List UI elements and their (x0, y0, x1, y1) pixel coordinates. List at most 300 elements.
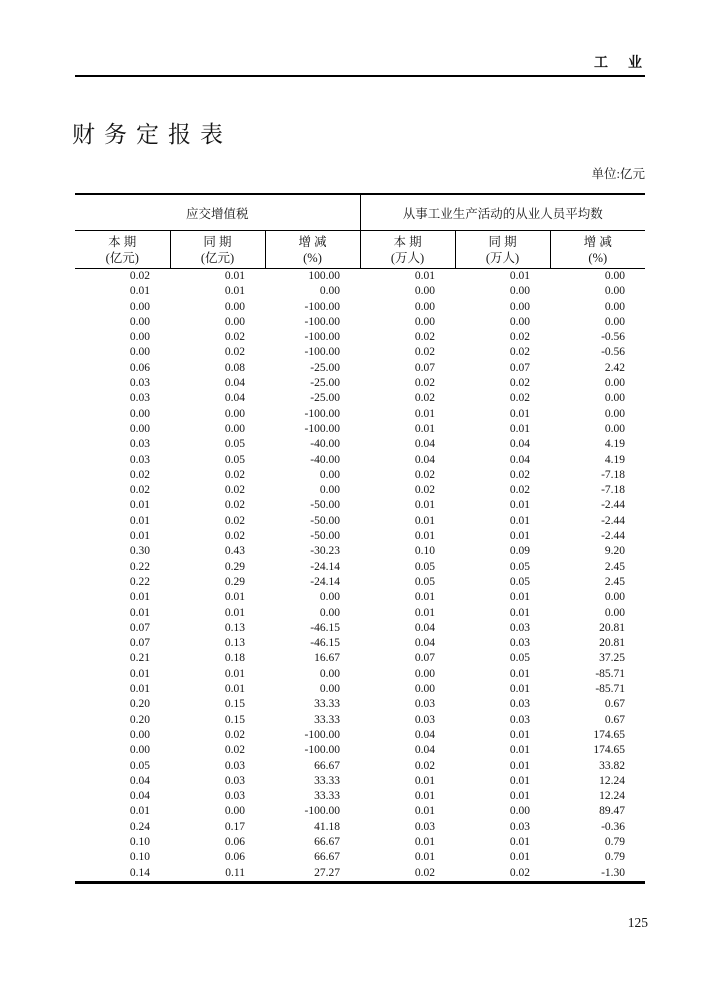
table-cell: 0.01 (414, 499, 436, 512)
table-cell: 0.06 (224, 851, 245, 864)
table-cell: 0.01 (414, 514, 436, 527)
column-title: 同 期 (203, 234, 232, 249)
table-cell: 0.00 (319, 285, 341, 298)
table-cell: 20.81 (599, 621, 626, 634)
table-cell: 0.04 (414, 438, 436, 451)
table-body (75, 269, 645, 883)
table-cell: -50.00 (310, 530, 341, 543)
table-cell: 174.65 (593, 744, 626, 757)
table-row (75, 804, 645, 819)
table-row (75, 468, 645, 483)
table-cell: 0.03 (509, 621, 531, 634)
table-cell: -100.00 (304, 315, 341, 328)
table-cell: 0.05 (509, 575, 531, 588)
table-cell: 0.05 (509, 560, 531, 573)
table-cell: 0.02 (414, 377, 436, 390)
header-rule (75, 75, 645, 77)
table-cell: 0.06 (129, 361, 150, 374)
table-cell: 0.04 (414, 637, 436, 650)
table-cell: 0.00 (414, 315, 436, 328)
table-cell: 0.01 (224, 606, 245, 619)
table-row (75, 774, 645, 789)
table-cell: 0.02 (224, 744, 245, 757)
table-cell: 4.19 (604, 453, 626, 466)
table-cell: 0.00 (604, 270, 626, 282)
table-cell: 0.00 (509, 285, 531, 298)
table-cell: -100.00 (304, 422, 341, 435)
table-cell: -24.14 (310, 575, 341, 588)
table-cell: 0.00 (224, 407, 245, 420)
table-cell: 0.00 (129, 315, 150, 328)
table-cell: 0.00 (509, 315, 531, 328)
table-cell: 0.02 (129, 468, 150, 481)
table-row (75, 789, 645, 804)
table-cell: 0.01 (129, 530, 150, 543)
table-row (75, 315, 645, 330)
table-cell: 0.00 (319, 468, 341, 481)
table-cell: 0.03 (129, 392, 150, 405)
table-cell: 0.09 (509, 545, 531, 558)
table-cell: -0.56 (601, 331, 626, 344)
table-cell: 0.30 (129, 545, 150, 558)
table-row (75, 866, 645, 883)
table-cell: 0.02 (509, 484, 531, 497)
table-cell: 0.06 (224, 835, 245, 848)
table-row (75, 483, 645, 498)
table-cell: 0.08 (224, 361, 245, 374)
table-cell: 2.42 (604, 361, 626, 374)
table-cell: 0.03 (509, 713, 531, 726)
table-cell: 0.00 (129, 422, 150, 435)
table-cell: 0.02 (129, 484, 150, 497)
table-cell: 0.20 (129, 698, 150, 711)
table-cell: 0.00 (509, 805, 531, 818)
table-cell: 27.27 (314, 866, 341, 879)
table-cell: 0.01 (224, 667, 245, 680)
table-cell: 0.07 (509, 361, 531, 374)
table-cell: 0.01 (129, 805, 150, 818)
table-cell: 0.00 (414, 285, 436, 298)
table-cell: 0.00 (604, 285, 626, 298)
table-cell: 0.01 (509, 759, 531, 772)
table-cell: -2.44 (601, 530, 626, 543)
table-cell: -0.36 (601, 820, 626, 833)
table-cell: 0.01 (129, 499, 150, 512)
unit-label: 单位:亿元 (591, 167, 645, 181)
table-cell: 0.03 (509, 637, 531, 650)
running-head: 工 业 (594, 56, 645, 71)
table-cell: 0.00 (224, 300, 245, 313)
table-cell: 0.02 (224, 484, 245, 497)
table-cell: 0.01 (509, 422, 531, 435)
column-header-emp-change (550, 231, 645, 269)
table-cell: 0.03 (224, 759, 245, 772)
column-title: 增 减 (298, 234, 327, 249)
table-row (75, 606, 645, 621)
table-cell: 12.24 (599, 790, 626, 803)
table-cell: 0.04 (129, 790, 150, 803)
table-row (75, 682, 645, 697)
table-row (75, 407, 645, 422)
table-cell: 0.02 (224, 530, 245, 543)
table-cell: 0.13 (224, 637, 245, 650)
table-cell: 0.01 (414, 422, 436, 435)
table-row (75, 300, 645, 315)
table-cell: 0.00 (319, 484, 341, 497)
table-cell: 0.00 (129, 346, 150, 359)
table-cell: 0.02 (509, 377, 531, 390)
table-row (75, 697, 645, 712)
group-header-employees: 从事工业生产活动的从业人员平均数 (360, 194, 645, 231)
table-cell: 0.01 (509, 790, 531, 803)
table-cell: 174.65 (593, 728, 626, 741)
table-cell: 0.03 (509, 820, 531, 833)
table-row (75, 759, 645, 774)
table-cell: 33.33 (314, 790, 341, 803)
table-cell: 0.05 (129, 759, 150, 772)
column-title: 本 期 (108, 234, 137, 249)
table-cell: 0.00 (129, 407, 150, 420)
table-cell: 16.67 (314, 652, 341, 665)
table-row (75, 453, 645, 468)
table-cell: 0.01 (509, 407, 531, 420)
table-cell: 33.82 (599, 759, 626, 772)
table-cell: -0.56 (601, 346, 626, 359)
table-row (75, 269, 645, 285)
table-row (75, 498, 645, 513)
table-cell: 0.01 (414, 606, 436, 619)
table-cell: 0.01 (224, 683, 245, 696)
group-header-vat: 应交增值税 (75, 194, 360, 231)
table-row (75, 651, 645, 666)
table-cell: 0.00 (604, 407, 626, 420)
table-cell: 0.00 (224, 422, 245, 435)
table-row (75, 544, 645, 559)
table-cell: 0.00 (129, 728, 150, 741)
table-cell: 0.01 (224, 285, 245, 298)
table-cell: -40.00 (310, 453, 341, 466)
table-cell: 0.03 (129, 377, 150, 390)
table-cell: 33.33 (314, 713, 341, 726)
table-cell: 0.07 (129, 637, 150, 650)
table-cell: 0.02 (509, 331, 531, 344)
table-cell: 0.01 (414, 851, 436, 864)
table-cell: 100.00 (308, 270, 341, 282)
column-title: 本 期 (393, 234, 422, 249)
table-cell: 4.19 (604, 438, 626, 451)
table-cell: 0.05 (224, 438, 245, 451)
table-cell: 0.02 (224, 346, 245, 359)
table-row (75, 391, 645, 406)
column-unit: (万人) (390, 250, 425, 265)
table-row (75, 284, 645, 299)
table-cell: 0.00 (604, 300, 626, 313)
table-cell: 0.15 (224, 698, 245, 711)
table-cell: -46.15 (310, 621, 341, 634)
table-cell: 0.00 (604, 422, 626, 435)
financial-report-table (75, 193, 645, 884)
table-cell: 0.01 (414, 407, 436, 420)
table-cell: 0.03 (414, 713, 436, 726)
column-header-vat-current (75, 231, 170, 269)
table-header (75, 194, 645, 269)
table-row (75, 850, 645, 865)
table-cell: 0.15 (224, 713, 245, 726)
table-cell: 0.01 (414, 805, 436, 818)
table-cell: 0.00 (129, 300, 150, 313)
table-cell: 33.33 (314, 774, 341, 787)
table-cell: 0.29 (224, 575, 245, 588)
group-header-row (75, 194, 645, 231)
table-cell: -100.00 (304, 728, 341, 741)
table-cell: 0.01 (414, 835, 436, 848)
table-cell: -85.71 (595, 683, 626, 696)
table-cell: -100.00 (304, 744, 341, 757)
table-row (75, 590, 645, 605)
table-cell: 0.00 (604, 591, 626, 604)
table-cell: 0.01 (509, 835, 531, 848)
table-cell: 0.03 (224, 774, 245, 787)
table-cell: 0.00 (319, 591, 341, 604)
table-cell: 0.01 (509, 744, 531, 757)
table-row (75, 376, 645, 391)
table-cell: 0.03 (509, 698, 531, 711)
table-cell: 0.07 (414, 361, 436, 374)
table-row (75, 361, 645, 376)
table-cell: 2.45 (604, 575, 626, 588)
table-cell: 0.04 (414, 453, 436, 466)
table-cell: 0.07 (414, 652, 436, 665)
table-cell: 0.24 (129, 820, 150, 833)
table-cell: 0.79 (604, 851, 626, 864)
table-cell: -2.44 (601, 514, 626, 527)
column-unit: (万人) (485, 250, 520, 265)
table-row (75, 575, 645, 590)
table-cell: -50.00 (310, 499, 341, 512)
column-header-vat-prior (170, 231, 265, 269)
table-cell: 0.01 (509, 667, 531, 680)
table-cell: 0.00 (414, 683, 436, 696)
table-cell: 0.04 (509, 438, 531, 451)
table-cell: 0.10 (129, 851, 150, 864)
table-row (75, 345, 645, 360)
table-cell: -25.00 (310, 392, 341, 405)
page-title: 财务定报表 (72, 122, 232, 147)
table-cell: 0.02 (129, 270, 150, 282)
table-cell: 0.00 (414, 300, 436, 313)
table-cell: 0.01 (509, 774, 531, 787)
table-cell: 37.25 (599, 652, 626, 665)
table-cell: 0.11 (225, 866, 245, 879)
table-cell: 0.03 (224, 790, 245, 803)
table-cell: 0.02 (509, 346, 531, 359)
table-cell: -7.18 (601, 468, 626, 481)
table-row (75, 835, 645, 850)
table-cell: 0.00 (604, 315, 626, 328)
table-cell: 0.29 (224, 560, 245, 573)
table-cell: -24.14 (310, 560, 341, 573)
table-cell: 0.02 (509, 468, 531, 481)
table-row (75, 667, 645, 682)
table-cell: 0.00 (224, 805, 245, 818)
table-cell: -85.71 (595, 667, 626, 680)
table-cell: -100.00 (304, 331, 341, 344)
table-cell: 0.01 (509, 499, 531, 512)
table-cell: 0.00 (319, 683, 341, 696)
table-cell: -46.15 (310, 637, 341, 650)
column-unit: (亿元) (105, 250, 139, 265)
table-cell: 66.67 (314, 759, 341, 772)
table-cell: 0.01 (509, 514, 531, 527)
table-cell: 0.02 (414, 468, 436, 481)
table-cell: 0.02 (414, 331, 436, 344)
table-cell: 0.03 (414, 698, 436, 711)
column-header-emp-prior (455, 231, 550, 269)
table-row (75, 636, 645, 651)
table-cell: 0.01 (129, 591, 150, 604)
table-cell: 0.05 (509, 652, 531, 665)
table-cell: 0.79 (604, 835, 626, 848)
table-cell: 0.00 (604, 377, 626, 390)
table-cell: 20.81 (599, 637, 626, 650)
table-cell: -1.30 (601, 866, 626, 879)
table-cell: 0.00 (604, 606, 626, 619)
table-cell: 0.01 (224, 270, 245, 282)
table-cell: 0.04 (414, 744, 436, 757)
table-cell: 0.02 (414, 484, 436, 497)
table-cell: 0.05 (414, 575, 436, 588)
table-cell: 0.00 (319, 606, 341, 619)
table-cell: 0.04 (509, 453, 531, 466)
table-cell: 0.00 (224, 315, 245, 328)
table-cell: 0.10 (414, 545, 436, 558)
table-cell: 0.07 (129, 621, 150, 634)
table-cell: 41.18 (314, 820, 341, 833)
column-header-emp-current (360, 231, 455, 269)
table-cell: 0.00 (129, 744, 150, 757)
table-cell: 0.03 (129, 453, 150, 466)
table-cell: 12.24 (599, 774, 626, 787)
table-cell: 89.47 (599, 805, 626, 818)
table-cell: 0.05 (224, 453, 245, 466)
table-cell: 0.01 (129, 667, 150, 680)
table-cell: 0.20 (129, 713, 150, 726)
table-row (75, 713, 645, 728)
table-cell: 2.45 (604, 560, 626, 573)
table-cell: 0.01 (414, 591, 436, 604)
table-cell: 0.01 (509, 270, 531, 282)
column-unit: (%) (303, 250, 322, 265)
table-row (75, 743, 645, 758)
table-cell: 0.01 (509, 591, 531, 604)
table-cell: 0.01 (509, 530, 531, 543)
table-cell: 0.01 (414, 790, 436, 803)
table-cell: -7.18 (601, 484, 626, 497)
table-cell: 0.04 (224, 377, 245, 390)
table-cell: 66.67 (314, 851, 341, 864)
table-row (75, 621, 645, 636)
table-cell: 0.01 (509, 728, 531, 741)
table-cell: 0.02 (224, 331, 245, 344)
table-cell: -100.00 (304, 300, 341, 313)
table-cell: 66.67 (314, 835, 341, 848)
table-cell: 0.01 (129, 514, 150, 527)
table-cell: -30.23 (310, 545, 341, 558)
table-cell: 9.20 (604, 545, 626, 558)
table-cell: 0.18 (224, 652, 245, 665)
table-row (75, 422, 645, 437)
table-cell: 0.14 (129, 866, 150, 879)
table-cell: 0.00 (129, 331, 150, 344)
table-cell: 0.00 (319, 667, 341, 680)
table-cell: 0.02 (414, 392, 436, 405)
table-row (75, 330, 645, 345)
table-cell: 0.00 (604, 392, 626, 405)
table-cell: 0.02 (224, 468, 245, 481)
table-row (75, 728, 645, 743)
table-cell: 0.04 (224, 392, 245, 405)
table-row (75, 437, 645, 452)
table-cell: 0.02 (509, 392, 531, 405)
column-unit: (%) (588, 250, 608, 265)
table-cell: 0.03 (129, 438, 150, 451)
table-cell: 0.01 (414, 530, 436, 543)
table-cell: 0.02 (414, 346, 436, 359)
table-cell: 0.01 (414, 774, 436, 787)
table-cell: -100.00 (304, 407, 341, 420)
table-cell: 0.01 (129, 606, 150, 619)
table-cell: 0.02 (224, 514, 245, 527)
column-title: 同 期 (488, 234, 517, 249)
table-cell: 0.02 (414, 866, 436, 879)
table-cell: 0.01 (509, 683, 531, 696)
table-cell: 0.21 (129, 652, 150, 665)
table-cell: 0.04 (129, 774, 150, 787)
sub-header-row (75, 231, 645, 269)
table-row (75, 529, 645, 544)
table-cell: 0.67 (604, 698, 626, 711)
table-row (75, 820, 645, 835)
table-cell: 0.43 (224, 545, 245, 558)
table-cell: 0.02 (414, 759, 436, 772)
table-cell: 0.01 (129, 285, 150, 298)
table-row (75, 514, 645, 529)
table-cell: 0.03 (414, 820, 436, 833)
table-cell: -40.00 (310, 438, 341, 451)
table-cell: 0.01 (509, 851, 531, 864)
table-cell: 0.67 (604, 713, 626, 726)
column-unit: (亿元) (200, 250, 235, 265)
table-cell: 0.02 (224, 499, 245, 512)
table-cell: -25.00 (310, 377, 341, 390)
table-cell: -50.00 (310, 514, 341, 527)
table-cell: -25.00 (310, 361, 341, 374)
table-cell: -100.00 (304, 805, 341, 818)
table-cell: 0.00 (414, 667, 436, 680)
table-row (75, 560, 645, 575)
table-cell: 0.22 (129, 560, 150, 573)
table-cell: 33.33 (314, 698, 341, 711)
table-cell: -2.44 (601, 499, 626, 512)
table-cell: 0.01 (129, 683, 150, 696)
column-title: 增 减 (583, 234, 612, 249)
table-cell: 0.13 (224, 621, 245, 634)
table-cell: 0.01 (414, 270, 436, 282)
table-cell: 0.01 (224, 591, 245, 604)
table-cell: 0.01 (509, 606, 531, 619)
table-cell: -100.00 (304, 346, 341, 359)
table-cell: 0.04 (414, 621, 436, 634)
